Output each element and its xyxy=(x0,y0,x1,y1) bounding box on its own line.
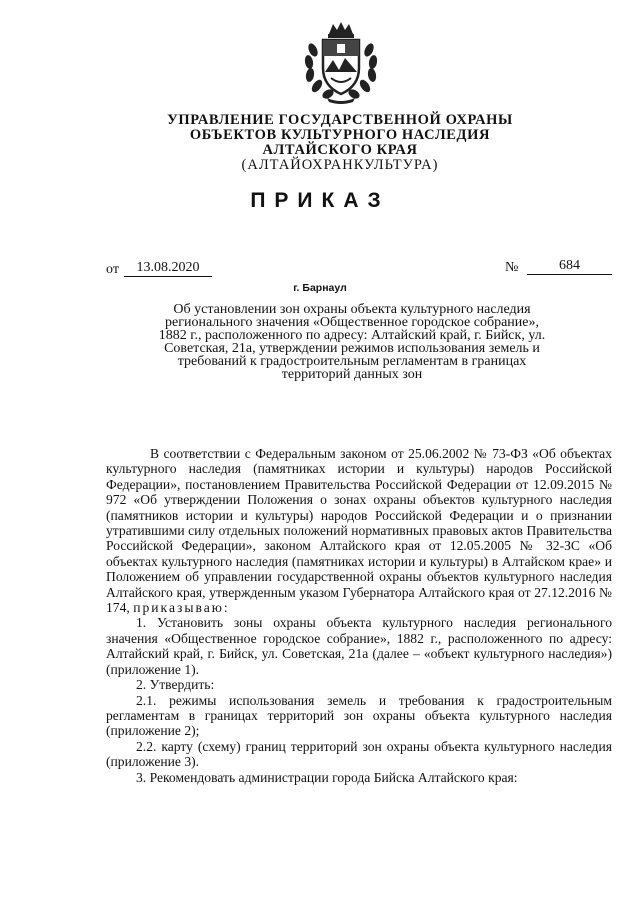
preamble-paragraph xyxy=(106,446,612,615)
organization-abbreviation: (АЛТАЙОХРАНКУЛЬТУРА) xyxy=(241,157,439,173)
date-label: от xyxy=(106,262,119,277)
coat-of-arms-icon xyxy=(301,20,381,104)
preamble-text: В соответствии с Федеральным законом от 25.06.2002 № 73-ФЗ «Об объектах культурного наследия (памятниках истории и культуры) народов Российской Федерации», постановлением Правительства Российской Федерации от 12.09.2015 № 972 «Об утверждении Положения о зонах охраны объектов культурного наследия (памятников истории и культуры) народов Российской Федерации и о признании утратившими силу отдельных положений нормативных правовых актов Правительства Российской Федерации», законом Алтайского края от 12.05.2005 № 32-ЗС «Об объектах культурного наследия (памятниках истории и культуры) в Алтайском крае» и Положением об управлении государственной охраны объектов культурного наследия Алтайского края, утвержденным указом Губернатора Алтайского края от 27.12.2016 № 174, xyxy=(106,446,612,616)
document-body xyxy=(106,446,612,785)
number-label: № xyxy=(505,260,519,275)
document-title: ПРИКАЗ xyxy=(250,189,390,212)
order-item-3: 3. Рекомендовать администрации города Бийска Алтайского края: xyxy=(136,769,518,785)
organization-name-line-3: АЛТАЙСКОГО КРАЯ xyxy=(262,142,418,158)
order-item-2-1: 2.1. режимы использования земель и требования к градостроительным регламентам в границах территорий зон охраны объекта культурного наследия (приложение 2); xyxy=(106,692,612,739)
order-item-1: 1. Установить зоны охраны объекта культурного наследия регионального значения «Общественное городское собрание», 1882 г., расположенного по адресу: Алтайский край, г. Бийск, ул. Советская, 21а (далее – «объект культурного наследия») (приложение 1). xyxy=(106,615,612,677)
document-subject: Об установлении зон охраны объекта культурного наследия регионального значения «Общественное городское собрание», 1882 г., расположенного по адресу: Алтайский край, г. Бийск, ул. Советская, 21а, утверждении режимов использования земель и требований к градостроительным регламентам в границах территорий данных зон xyxy=(158,302,546,382)
document-number: 684 xyxy=(527,258,612,275)
order-item-2: 2. Утвердить: xyxy=(136,677,215,693)
order-item-2-2: 2.2. карту (схему) границ территорий зон охраны объекта культурного наследия (приложение 3). xyxy=(106,738,612,770)
organization-name-line-1: УПРАВЛЕНИЕ ГОСУДАРСТВЕННОЙ ОХРАНЫ xyxy=(167,112,513,128)
organization-name-line-2: ОБЪЕКТОВ КУЛЬТУРНОГО НАСЛЕДИЯ xyxy=(189,127,491,143)
document-date: 13.08.2020 xyxy=(124,260,212,277)
order-word: приказываю: xyxy=(133,600,230,616)
city: г. Барнаул xyxy=(293,282,347,294)
